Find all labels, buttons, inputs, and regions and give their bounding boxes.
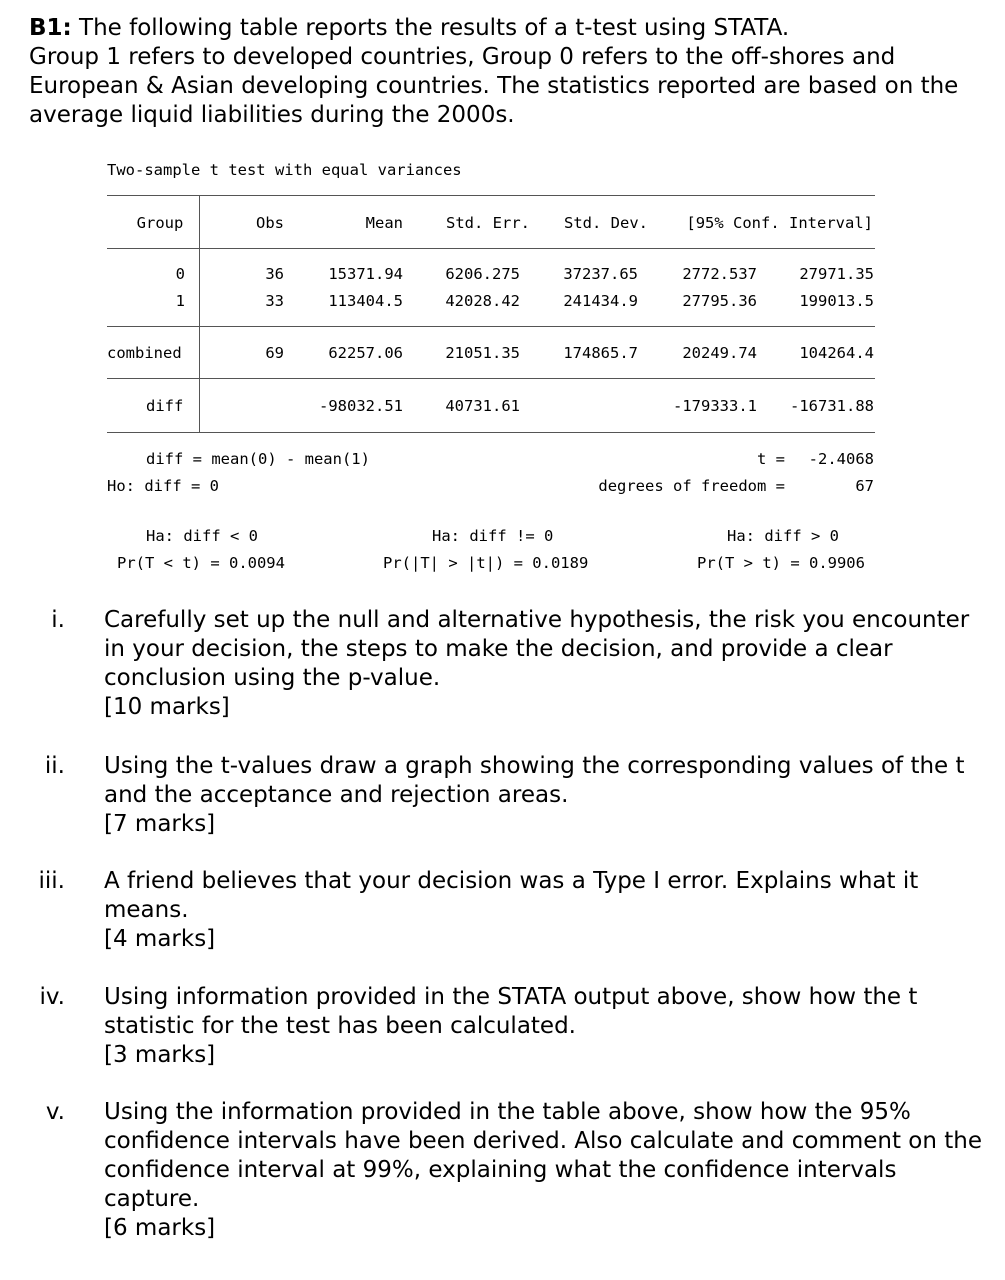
- p-two-sided: Pr(|T| > |t|) = 0.0189: [383, 554, 589, 572]
- intro-line-1: The following table reports the results of a t-test using STATA.: [71, 15, 790, 41]
- row1-ci-high: 199013.5: [799, 292, 874, 310]
- row0-mean: 15371.94: [328, 265, 403, 283]
- df-label: degrees of freedom =: [598, 477, 785, 495]
- diff-definition: diff = mean(0) - mean(1): [146, 450, 370, 468]
- header-std-dev: Std. Dev.: [564, 214, 648, 232]
- intro-line-4: average liquid liabilities during the 2000s.: [29, 102, 515, 128]
- row0-obs: 36: [265, 265, 284, 283]
- question-marks: [6 marks]: [104, 1215, 216, 1241]
- vrule-diff: [199, 379, 200, 433]
- question-line: and the acceptance and rejection areas.: [104, 782, 569, 808]
- vrule-groups: [199, 249, 200, 327]
- diff-ci-low: -179333.1: [673, 397, 757, 415]
- question-line: confidence intervals have been derived. Also calculate and comment on the: [104, 1128, 982, 1154]
- vrule-combined: [199, 327, 200, 379]
- row0-ci-low: 2772.537: [682, 265, 757, 283]
- intro-line-3: European & Asian developing countries. The statistics reported are based on the: [29, 73, 959, 99]
- null-hypothesis: Ho: diff = 0: [107, 477, 219, 495]
- combined-std-err: 21051.35: [445, 344, 520, 362]
- ha-right: Ha: diff > 0: [727, 527, 839, 545]
- question-marks: [7 marks]: [104, 811, 216, 837]
- diff-std-err: 40731.61: [445, 397, 520, 415]
- diff-mean: -98032.51: [319, 397, 403, 415]
- combined-group: combined: [107, 344, 182, 362]
- ha-two-sided: Ha: diff != 0: [432, 527, 554, 545]
- intro-text: [29, 14, 989, 130]
- question-line: Using the information provided in the table above, show how the 95%: [104, 1099, 911, 1125]
- question-number: ii.: [44, 753, 65, 779]
- combined-std-dev: 174865.7: [563, 344, 638, 362]
- question-marks: [4 marks]: [104, 926, 216, 952]
- header-obs: Obs: [256, 214, 284, 232]
- question-number: iv.: [39, 984, 65, 1010]
- p-left: Pr(T < t) = 0.0094: [117, 554, 285, 572]
- question-line: Using information provided in the STATA output above, show how the t: [104, 984, 918, 1010]
- t-value: -2.4068: [808, 450, 874, 468]
- row1-std-err: 42028.42: [445, 292, 520, 310]
- question-line: A friend believes that your decision was a Type I error. Explains what it: [104, 868, 919, 894]
- header-conf-interval: [95% Conf. Interval]: [686, 214, 873, 232]
- combined-ci-high: 104264.4: [799, 344, 874, 362]
- row1-obs: 33: [265, 292, 284, 310]
- combined-mean: 62257.06: [328, 344, 403, 362]
- row0-ci-high: 27971.35: [799, 265, 874, 283]
- question-marks: [3 marks]: [104, 1042, 216, 1068]
- row1-std-dev: 241434.9: [563, 292, 638, 310]
- intro-line-2: Group 1 refers to developed countries, Group 0 refers to the off-shores and: [29, 44, 896, 70]
- question-line: conclusion using the p-value.: [104, 665, 441, 691]
- header-group: Group: [136, 214, 184, 232]
- diff-ci-high: -16731.88: [790, 397, 874, 415]
- vrule-header: [199, 195, 200, 249]
- question-number: i.: [51, 607, 65, 633]
- diff-group: diff: [146, 397, 184, 415]
- stata-title: Two-sample t test with equal variances: [107, 161, 462, 179]
- t-label: t =: [757, 450, 785, 468]
- combined-obs: 69: [265, 344, 284, 362]
- row0-std-dev: 37237.65: [563, 265, 638, 283]
- row0-group: 0: [175, 265, 185, 283]
- question-number: iii.: [38, 868, 65, 894]
- question-label: B1:: [29, 15, 72, 41]
- rule-combined: [107, 326, 875, 327]
- question-line: capture.: [104, 1186, 200, 1212]
- question-number: v.: [45, 1099, 65, 1125]
- question-line: means.: [104, 897, 189, 923]
- row1-group: 1: [175, 292, 185, 310]
- question-line: Using the t-values draw a graph showing the corresponding values of the t: [104, 753, 965, 779]
- combined-ci-low: 20249.74: [682, 344, 757, 362]
- header-mean: Mean: [365, 214, 403, 232]
- question-line: in your decision, the steps to make the decision, and provide a clear: [104, 636, 893, 662]
- ha-left: Ha: diff < 0: [146, 527, 258, 545]
- rule-header: [107, 248, 875, 249]
- question-line: Carefully set up the null and alternative hypothesis, the risk you encounter: [104, 607, 970, 633]
- df-value: 67: [855, 477, 874, 495]
- question-line: confidence interval at 99%, explaining what the confidence intervals: [104, 1157, 897, 1183]
- p-right: Pr(T > t) = 0.9906: [697, 554, 865, 572]
- question-line: statistic for the test has been calculated.: [104, 1013, 576, 1039]
- rule-top: [107, 195, 875, 196]
- header-std-err: Std. Err.: [446, 214, 530, 232]
- rule-diff: [107, 378, 875, 379]
- row1-mean: 113404.5: [328, 292, 403, 310]
- row0-std-err: 6206.275: [445, 265, 520, 283]
- row1-ci-low: 27795.36: [682, 292, 757, 310]
- rule-bottom: [107, 432, 875, 433]
- question-marks: [10 marks]: [104, 694, 230, 720]
